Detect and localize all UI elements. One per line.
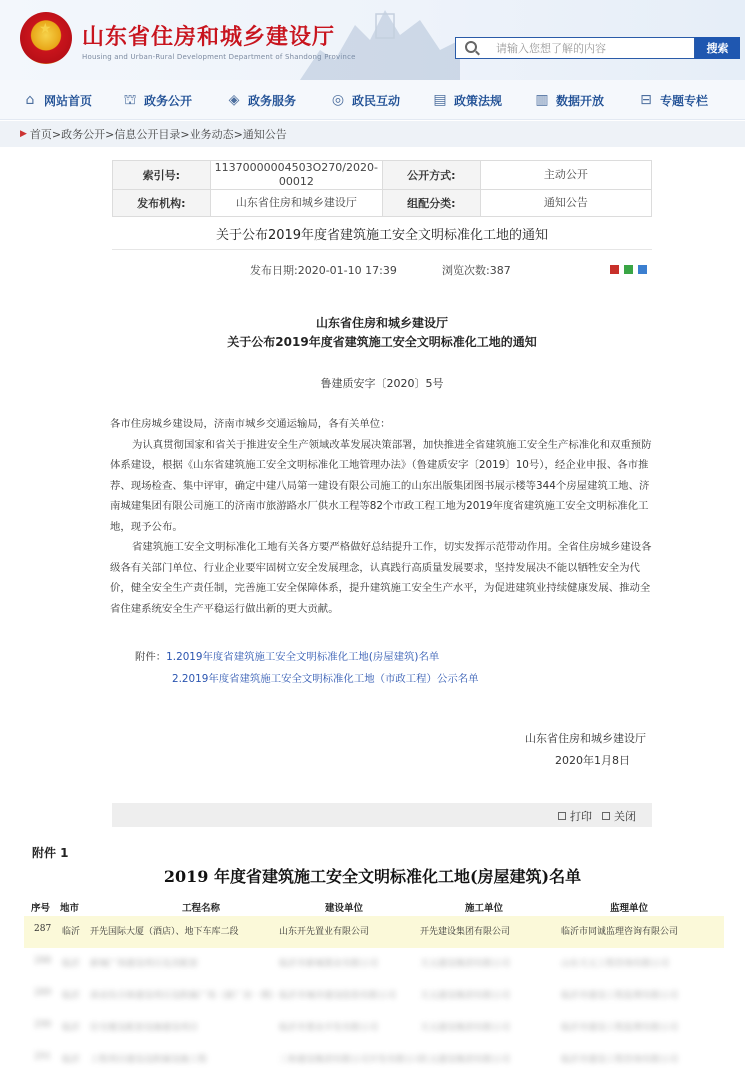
bookmark-icon: ⊟	[640, 92, 652, 108]
close-label: 关闭	[614, 810, 636, 823]
annex-title: 2019 年度省建筑施工安全文明标准化工地(房屋建筑)名单	[163, 867, 582, 886]
table-cell: 288	[34, 956, 52, 966]
close-button[interactable]	[602, 808, 636, 824]
home-icon: ⌂	[25, 92, 35, 108]
salutation: 各市住房城乡建设局，济南市城乡交通运输局，各有关单位：	[110, 418, 391, 430]
table-row	[24, 948, 724, 980]
nav-item-policies[interactable]	[432, 80, 502, 120]
attachment-link-2[interactable]: 2.2019年度省建筑施工安全文明标准化工地（市政工程）公示名单	[172, 673, 479, 685]
nav-item-gov-services[interactable]	[226, 80, 296, 120]
print-icon	[558, 812, 566, 820]
breadcrumb-arrow-icon: ▶	[20, 129, 27, 139]
document-number: 鲁建质安字〔2020〕5号	[320, 377, 444, 390]
document-body	[110, 414, 655, 619]
publish-date: 发布日期:2020-01-10 17:39	[250, 264, 397, 277]
content-header-title: 关于公布2019年度省建筑施工安全文明标准化工地的通知	[227, 335, 537, 349]
table-cell: 开先国际大厦（酒店）、地下车库二段	[90, 927, 239, 937]
table-row	[24, 980, 724, 1012]
table-cell: 新城广场建设项目及其配套	[90, 959, 199, 969]
breadcrumb-business-news[interactable]: 业务动态	[189, 128, 234, 141]
mountain-background-art	[300, 0, 460, 80]
category-value: 通知公告	[480, 190, 651, 217]
table-cell: 291	[34, 1052, 52, 1062]
share-wechat-icon[interactable]	[624, 265, 633, 274]
breadcrumb: ▶ 首页 > 政务公开 > 信息公开目录 > 业务动态 > 通知公告	[0, 121, 745, 147]
article-toolbar	[112, 803, 652, 827]
table-cell: 临沂	[62, 991, 81, 1001]
table-cell: 临沂市同诚监理咨询有限公司	[561, 927, 679, 937]
body-paragraph: 省建筑施工安全文明标准化工地有关各方要严格做好总结提升工作，切实发挥示范带动作用。全省住房城乡建设各级各有关部门单位、行业企业要牢固树立安全发展理念，认真践行高质量发展要求，坚持发展决不能以牺牲安全为代价，健全安全生产责任制，完善施工安全保障体系，提升建筑施工安全生产水平，为促进建筑业持续健康发展、推动全省住建系统安全生产平稳运行做出新的更大贡献。	[110, 541, 652, 615]
nav-item-special-topics[interactable]	[638, 80, 708, 120]
table-cell: 临沂市置业开发有限公司	[279, 1023, 379, 1033]
nav-item-gov-affairs[interactable]	[122, 80, 192, 120]
disclosure-label: 公开方式:	[382, 161, 480, 190]
document-title: 关于公布2019年度省建筑施工安全文明标准化工地的通知	[112, 224, 652, 250]
org-value: 山东省住房和城乡建设厅	[210, 190, 382, 217]
table-cell: 临沂	[62, 1023, 81, 1033]
search-box	[455, 37, 695, 59]
table-cell: 临沂市建设工程监理有限公司	[561, 1023, 679, 1033]
table-cell: 天元建设集团有限公司	[420, 1023, 511, 1033]
search-input[interactable]	[496, 38, 691, 58]
document-info-table	[112, 160, 652, 217]
table-cell: 开先建设集团有限公司	[420, 927, 511, 937]
header-cell: 建设单位	[325, 903, 364, 914]
table-cell: 三和建设集团有限公司开发有限公司	[279, 1055, 424, 1065]
body-paragraph: 为认真贯彻国家和省关于推进安全生产领域改革发展决策部署，加快推进全省建筑施工安全生产标准化和双重预防体系建设，根据《山东省建筑施工安全文明标准化工地管理办法》（鲁建质安字〔2019〕10号），经企业申报、各市推荐、现场检查、集中评审，确定中建八局第一建设有限公司施工的山东出版集团图书展示楼等344个房屋建筑工地、济南城建集团有限公司施工的济南市旅游路水厂供水工程等82个市政工程工地为2019年度省建筑施工安全文明标准化工地，现予公布。	[110, 438, 652, 533]
header-cell: 地市	[60, 903, 80, 914]
close-icon	[602, 812, 610, 820]
table-row	[24, 916, 724, 948]
disclosure-value: 主动公开	[480, 161, 651, 190]
service-icon: ◈	[228, 92, 240, 108]
site-header	[0, 0, 745, 80]
table-cell: 山东开先置业有限公司	[279, 927, 370, 937]
nav-item-label: 数据开放	[556, 93, 605, 108]
table-cell: 工程项目建设及附属设施工程	[90, 1055, 208, 1065]
nav-item-label: 专题专栏	[660, 93, 709, 108]
content-header-org: 山东省住房和城乡建设厅	[315, 316, 448, 330]
share-weibo-icon[interactable]	[610, 265, 619, 274]
table-cell: 住宅楼及配套设施建设项目	[90, 1023, 199, 1033]
org-label: 发布机构:	[113, 190, 211, 217]
table-cell: 287	[34, 924, 52, 934]
index-label: 索引号:	[113, 161, 211, 190]
site-subtitle: Housing and Urban-Rural Development Department of Shandong Province	[82, 53, 356, 61]
index-value: 11370000004503O270/2020-00012	[210, 161, 382, 190]
document-meta	[112, 262, 652, 280]
table-row	[24, 1044, 724, 1076]
header-cell: 施工单位	[465, 903, 504, 914]
table-cell: 天元建设集团有限公司	[420, 1055, 511, 1065]
table-cell: 临沂市新城置业有限公司	[279, 959, 379, 969]
nav-item-interaction[interactable]	[330, 80, 400, 120]
nav-item-label: 政策法规	[454, 93, 503, 108]
breadcrumb-home[interactable]: 首页	[29, 128, 52, 141]
nav-item-open-data[interactable]	[534, 80, 604, 120]
table-cell: 天元建设集团有限公司	[420, 959, 511, 969]
attachment-link-1[interactable]: 1.2019年度省建筑施工安全文明标准化工地(房屋建筑)名单	[166, 651, 440, 663]
table-cell: 临沂	[62, 1055, 81, 1065]
print-button[interactable]	[558, 808, 592, 824]
table-cell: 289	[34, 988, 52, 998]
document-icon: ▤	[433, 92, 447, 108]
table-cell: 临沂市城市建设投资有限公司	[279, 991, 397, 1001]
chat-icon: ◎	[331, 92, 345, 108]
table-header-row	[24, 900, 724, 916]
table-cell: 商业综合体建设项目及附属广场（新厂房一期）	[90, 991, 280, 1001]
search-button[interactable]: 搜索	[695, 37, 740, 59]
table-row	[24, 1012, 724, 1044]
breadcrumb-info-catalog[interactable]: 信息公开目录	[114, 128, 181, 141]
emblem-star-icon: ★	[39, 21, 52, 37]
table-cell: 临沂	[62, 927, 81, 937]
annex-label: 附件 1	[32, 846, 69, 860]
attach-prefix: 附件：	[135, 651, 167, 663]
table-cell: 290	[34, 1020, 52, 1030]
nav-item-home[interactable]	[22, 80, 92, 120]
header-cell: 工程名称	[182, 903, 221, 914]
signature-org: 山东省住房和城乡建设厅	[525, 732, 646, 745]
nav-item-label: 政民互动	[352, 93, 401, 108]
breadcrumb-gov-affairs[interactable]: 政务公开	[61, 128, 106, 141]
share-more-icon[interactable]	[638, 265, 647, 274]
chart-icon: ▥	[535, 92, 549, 108]
table-cell: 天元建设集团有限公司	[420, 991, 511, 1001]
table-cell: 临沂	[62, 959, 81, 969]
nav-item-label: 政务服务	[248, 93, 297, 108]
print-label: 打印	[570, 810, 592, 823]
building-icon: ⛫	[123, 92, 137, 108]
table-cell: 山东天元工程咨询有限公司	[561, 959, 670, 969]
category-label: 组配分类:	[382, 190, 480, 217]
search-icon	[465, 41, 477, 53]
national-emblem-logo[interactable]	[20, 12, 72, 64]
nav-item-label: 网站首页	[44, 93, 93, 108]
site-title[interactable]: 山东省住房和城乡建设厅	[82, 25, 336, 50]
table-cell: 临沂市建设工程监理有限公司	[561, 991, 679, 1001]
table-cell: 临沂市建设工程咨询有限公司	[561, 1055, 679, 1065]
annex-table	[24, 900, 724, 1076]
header-cell: 序号	[31, 903, 51, 914]
signature-date: 2020年1月8日	[555, 754, 630, 767]
breadcrumb-notices[interactable]: 通知公告	[242, 128, 287, 141]
main-nav	[0, 80, 745, 120]
nav-item-label: 政务公开	[144, 93, 193, 108]
header-cell: 监理单位	[610, 903, 649, 914]
attachments	[135, 646, 479, 690]
view-count: 浏览次数:387	[442, 264, 511, 277]
